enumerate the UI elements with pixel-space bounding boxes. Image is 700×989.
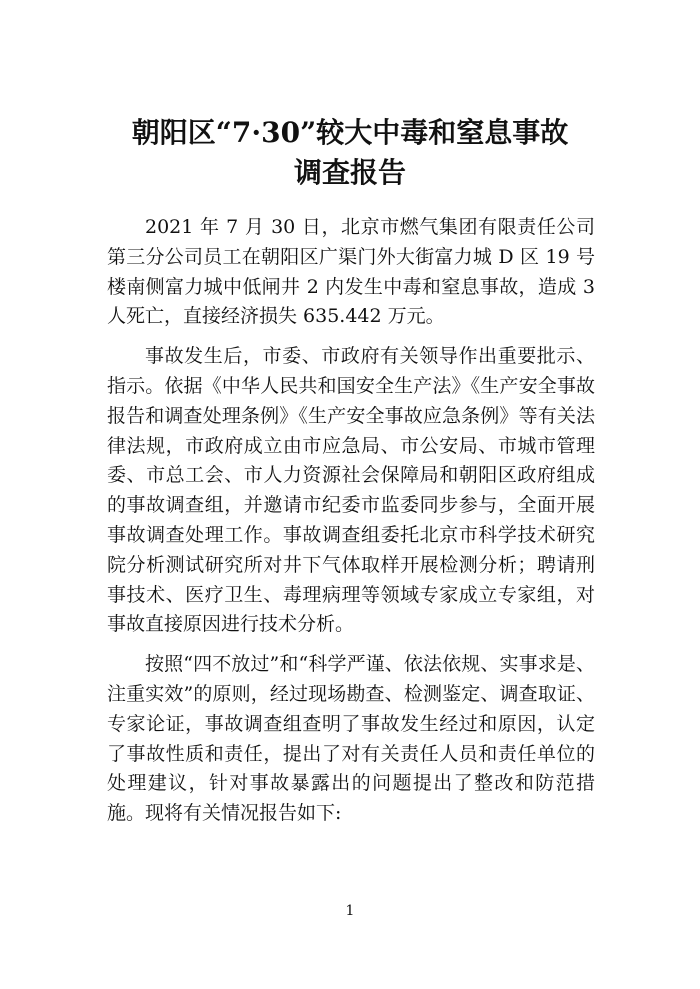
report-title-line-1: 朝阳区“7·30”较大中毒和窒息事故 [131,116,569,149]
paragraph-investigation-principles: 按照“四不放过”和“科学严谨、依法依规、实事求是、注重实效”的原则，经过现场勘查、检测鉴定、调查取证、专家论证，事故调查组查明了事故发生经过和原因，认定了事故性质和责任，提出了对有关责任人员和责任单位的处理建议，针对事故暴露出的问题提出了整改和防范措施。现将有关情况报告如下: [107,653,595,825]
paragraph-accident-summary: 2021 年 7 月 30 日，北京市燃气集团有限责任公司第三分公司员工在朝阳区广渠门外大街富力城 D 区 19 号楼南侧富力城中低闸井 2 内发生中毒和窒息事故，造成 3 人死亡，直接经济损失 635.442 万元。 [107,216,595,328]
report-body [107,213,595,839]
report-title-line-2: 调查报告 [293,156,406,189]
paragraph-investigation-setup: 事故发生后，市委、市政府有关领导作出重要批示、指示。依据《中华人民共和国安全生产法》《生产安全事故报告和调查处理条例》《生产安全事故应急条例》等有关法律法规，市政府成立由市应急局、市公安局、市城市管理委、市总工会、市人力资源社会保障局和朝阳区政府组成的事故调查组，并邀请市纪委市监委同步参与，全面开展事故调查处理工作。事故调查组委托北京市科学技术研究院分析测试研究所对井下气体取样开展检测分析；聘请刑事技术、医疗卫生、毒理病理等领域专家成立专家组，对事故直接原因进行技术分析。 [107,345,595,636]
page-number: 1 [345,903,355,919]
